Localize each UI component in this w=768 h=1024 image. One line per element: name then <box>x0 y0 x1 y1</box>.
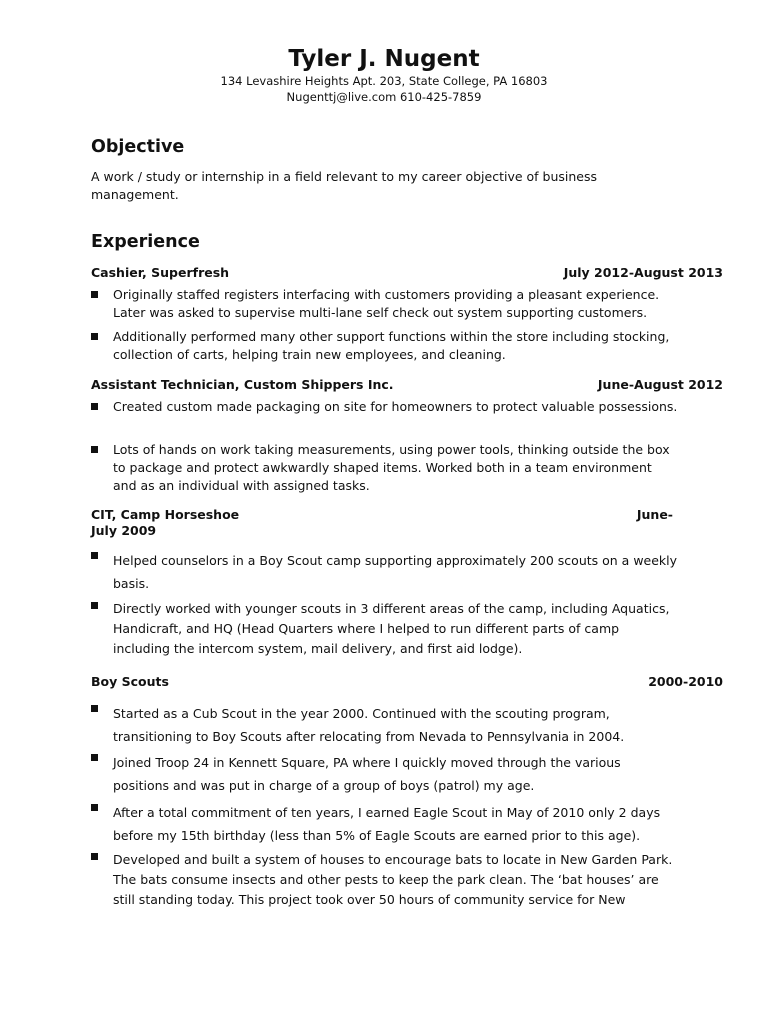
job-date-start: June- <box>636 507 673 522</box>
job-title: CIT, Camp Horseshoe <box>91 507 240 522</box>
job-title: Cashier, Superfresh <box>91 265 230 280</box>
job-date-end: July 2009 <box>91 523 157 538</box>
bullet-square-icon <box>91 602 98 609</box>
bullet-square-icon <box>91 853 98 860</box>
bullet-text: Started as a Cub Scout in the year 2000. Continued with the scouting program, transitioning to Boy Scouts after relocating from Nevada to Pennsylvania in 2004. <box>113 706 625 744</box>
bullet-text: Additionally performed many other support functions within the store including stocking, collection of carts, helping train new employees, and cleaning. <box>113 329 670 362</box>
bullet-text: Developed and built a system of houses to encourage bats to locate in New Garden Park. The bats consume insects and other pests to keep the park clean. The ‘bat houses’ are still standing today. This project took over 50 hours of community service for New <box>113 852 673 907</box>
bullet-text: After a total commitment of ten years, I earned Eagle Scout in May of 2010 only 2 days before my 15th birthday (less than 5% of Eagle Scouts are earned prior to this age). <box>113 805 661 843</box>
candidate-name: Tyler J. Nugent <box>288 46 480 72</box>
objective-heading: Objective <box>91 137 185 157</box>
bullet-square-icon <box>91 754 98 761</box>
bullet-text: Helped counselors in a Boy Scout camp supporting approximately 200 scouts on a weekly basis. <box>113 553 678 591</box>
job-date: 2000-2010 <box>648 674 723 689</box>
objective-text: A work / study or internship in a field relevant to my career objective of business management. <box>91 169 598 202</box>
bullet-text: Created custom made packaging on site for homeowners to protect valuable possessions. <box>113 399 678 414</box>
bullet-square-icon <box>91 552 98 559</box>
bullet-square-icon <box>91 333 98 340</box>
bullet-text: Originally staffed registers interfacing with customers providing a pleasant experience. Later was asked to supervise multi-lane self check out system supporting customers. <box>113 287 660 320</box>
bullet-text: Joined Troop 24 in Kennett Square, PA where I quickly moved through the various positions and was put in charge of a group of boys (patrol) my age. <box>113 755 621 793</box>
bullet-text: Lots of hands on work taking measurements, using power tools, thinking outside the box to package and protect awkwardly shaped items. Worked both in a team environment and as an individual with assigned tasks. <box>113 442 670 493</box>
bullet-square-icon <box>91 291 98 298</box>
bullet-square-icon <box>91 705 98 712</box>
bullet-square-icon <box>91 403 98 410</box>
bullet-square-icon <box>91 446 98 453</box>
bullet-text: Directly worked with younger scouts in 3 different areas of the camp, including Aquatics, Handicraft, and HQ (Head Quarters where I helped to run different parts of camp including the intercom system, mail delivery, and first aid lodge). <box>113 601 670 656</box>
job-date: July 2012-August 2013 <box>563 265 723 280</box>
email-phone-line: Nugenttj@live.com 610-425-7859 <box>286 89 482 104</box>
resume-header <box>0 44 768 105</box>
experience-heading: Experience <box>91 232 200 252</box>
job-title: Assistant Technician, Custom Shippers Inc. <box>91 377 394 392</box>
job-date: June-August 2012 <box>597 377 723 392</box>
job-title: Boy Scouts <box>91 674 169 689</box>
bullet-square-icon <box>91 804 98 811</box>
address-line: 134 Levashire Heights Apt. 203, State College, PA 16803 <box>220 74 548 88</box>
